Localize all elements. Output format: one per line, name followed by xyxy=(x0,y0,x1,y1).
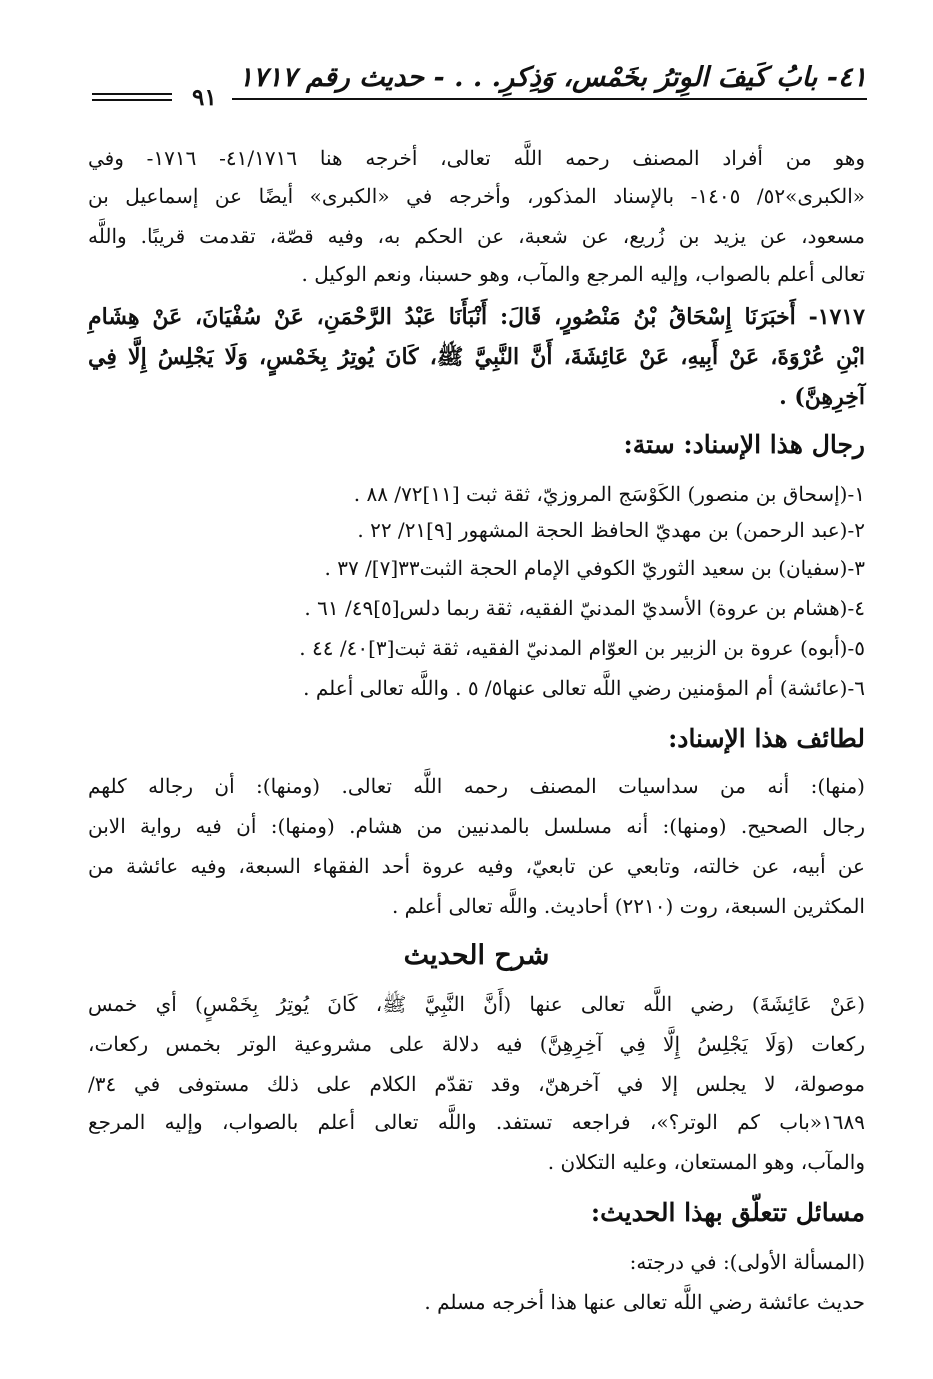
lataif-heading: لطائف هذا الإسناد: xyxy=(668,724,865,753)
page-number: ٩١ xyxy=(192,84,217,111)
rijal-item: ١-(إسحاق بن منصور) الكَوْسَج المروزيّ، ثقة ثبت [١١]٧٢/ ٨٨ . xyxy=(353,482,865,506)
intro-line: مسعود، عن يزيد بن زُريع، عن شعبة، عن الحكم به، وفيه قصّة، تقدمت قريبًا. واللَّه xyxy=(88,224,865,248)
sharh-line: ركعات (وَلَا يَجْلِسُ إِلَّا فِي آخِرِهِنَّ) فيه دلالة على مشروعية الوتر بخمس ركعات، xyxy=(88,1032,865,1056)
masail-heading: مسائل تتعلّق بهذا الحديث: xyxy=(590,1198,865,1227)
lataif-line: المكثرين السبعة، روت (٢٢١٠) أحاديث. واللَّه تعالى أعلم . xyxy=(391,894,865,918)
rijal-item: ٦-(عائشة) أم المؤمنين رضي اللَّه تعالى عنها٥/ ٥ . واللَّه تعالى أعلم . xyxy=(303,676,865,700)
sharh-line: والمآب، وهو المستعان، وعليه التكلان . xyxy=(547,1150,865,1174)
hadith-line: آخِرِهِنَّ) . xyxy=(779,384,865,410)
sharh-line: ١٦٨٩«باب كم الوتر؟»، فراجعه تستفد. واللَّه تعالى أعلم بالصواب، وإليه المرجع xyxy=(88,1110,866,1134)
running-title: ٤١- بابُ كَيفَ الوِترُ بخَمْس، وَذِكرِ. . . - حديث رقم ١٧١٧ xyxy=(238,62,867,93)
lataif-line: (منها): أنه من سداسيات المصنف رحمه اللَّه تعالى. (ومنها): أن رجاله كلهم xyxy=(88,774,865,798)
sharh-line: (عَنْ عَائِشَةَ) رضي اللَّه تعالى عنها (أَنَّ النَّبِيَّ ﷺ، كَانَ يُوتِرُ بِخَمْسٍ) أي خمس xyxy=(88,992,865,1016)
lataif-line: عن أبيه، عن خالته، وتابعي عن تابعيّ، وفيه عروة أحد الفقهاء السبعة، وفيه عائشة من xyxy=(88,854,865,878)
masala-text: حديث عائشة رضي اللَّه تعالى عنها هذا أخرجه مسلم . xyxy=(424,1290,865,1314)
rijal-item: ٥-(أبوه) عروة بن الزبير بن العوّام المدنيّ الفقيه، ثقة ثبت[٣]٤٠/ ٤٤ . xyxy=(299,636,865,660)
rijal-item: ٢-(عبد الرحمن) بن مهديّ الحافظ الحجة المشهور [٩]٢١/ ٢٢ . xyxy=(357,518,865,542)
sharh-heading: شرح الحديث xyxy=(403,940,550,971)
page-body xyxy=(88,0,865,1379)
masala-title: (المسألة الأولى): في درجته: xyxy=(629,1250,865,1274)
lataif-line: رجال الصحيح. (ومنها): أنه مسلسل بالمدنيين من هشام. (ومنها): أن فيه رواية الابن xyxy=(88,814,865,838)
intro-line: وهو من أفراد المصنف رحمه اللَّه تعالى، أخرجه هنا ٤١/١٧١٦- ١٧١٦- وفي xyxy=(88,146,865,170)
rijal-item: ٤-(هشام بن عروة) الأسديّ المدنيّ الفقيه، ثقة ربما دلس[٥]٤٩/ ٦١ . xyxy=(304,596,865,620)
sharh-line: موصولة، لا يجلس إلا في آخرهنّ، وقد تقدّم الكلام على ذلك مستوفى في ٣٤/ xyxy=(88,1072,865,1096)
rijal-heading: رجال هذا الإسناد: ستة: xyxy=(623,430,865,459)
intro-line: «الكبرى»٥٢/ ١٤٠٥- بالإسناد المذكور، وأخرجه في «الكبرى» أيضًا عن إسماعيل بن xyxy=(88,184,865,208)
hadith-line: ١٧١٧- أَخبَرَنَا إِسْحَاقُ بْنُ مَنْصُورٍ، قَالَ: أَنْبَأَنَا عَبْدُ الرَّحْمَنِ، عَنْ سُفْيَانَ، عَنْ هِشَامِ xyxy=(88,304,865,330)
hadith-line: ابْنِ عُرْوَةَ، عَنْ أَبِيهِ، عَنْ عَائِشَةَ، أَنَّ النَّبِيَّ ﷺ، كَانَ يُوتِرُ بِخَمْسٍ، وَلَا يَجْلِسُ إِلَّا فِي xyxy=(88,344,865,370)
rijal-item: ٣-(سفيان) بن سعيد الثوريّ الكوفي الإمام الحجة الثبت٣٣[٧]/ ٣٧ . xyxy=(324,556,865,580)
intro-line: تعالى أعلم بالصواب، وإليه المرجع والمآب، وهو حسبنا، ونعم الوكيل . xyxy=(301,262,865,286)
